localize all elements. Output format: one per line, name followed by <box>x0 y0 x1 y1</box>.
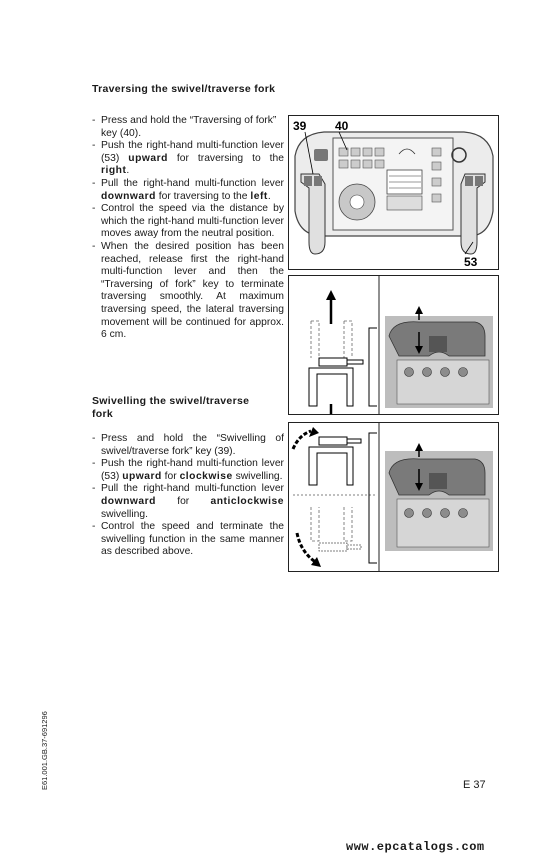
traversing-steps <box>92 115 284 342</box>
figure-swivelling <box>288 422 499 572</box>
control-panel-drawing <box>289 116 498 269</box>
swivelling-steps <box>92 433 284 559</box>
section-title-swivelling: Swivelling the swivel/traverse fork <box>92 395 250 420</box>
list-item: - Push the right-hand multi-function lever (53) upward for traversing to the right. <box>92 140 284 178</box>
list-item: - Pull the right-hand multi-function lever downward for traversing to the left. <box>92 178 284 203</box>
label-53: 53 <box>464 255 478 269</box>
label-39: 39 <box>293 119 307 133</box>
swivelling-drawing <box>289 423 498 571</box>
list-item: - Control the speed and terminate the swivelling function in the same manner as described above. <box>92 521 284 559</box>
figure-traversing <box>288 275 499 415</box>
page-number: E 37 <box>463 779 486 791</box>
watermark: www.epcatalogs.com <box>346 840 485 854</box>
lever-photo-swivel <box>385 443 493 551</box>
traversing-drawing <box>289 276 498 414</box>
list-item: - Pull the right-hand multi-function lever downward for anticlockwise swivelling. <box>92 483 284 521</box>
figure-control-panel <box>288 115 499 270</box>
lever-photo <box>385 306 493 408</box>
section-title-traversing: Traversing the swivel/traverse fork <box>92 83 276 95</box>
horn-button <box>314 149 328 161</box>
list-item: - Push the right-hand multi-function lever (53) upward for clockwise swivelling. <box>92 458 284 483</box>
list-item: - Press and hold the “Swivelling of swivel/traverse fork” key (39). <box>92 433 284 458</box>
list-item: - Control the speed via the distance by which the right-hand multi-function lever moves away from the neutral position. <box>92 203 284 241</box>
fork-diagram <box>309 290 363 414</box>
label-40: 40 <box>335 119 349 133</box>
list-item: - Press and hold the “Traversing of fork” key (40). <box>92 115 284 140</box>
document-code: E61.001.GB.37-691296 <box>40 711 49 790</box>
fork-diagram-swivel <box>293 427 361 567</box>
list-item: - When the desired position has been reached, release first the right-hand multi-function lever and then the “Traversing of fork” key to terminate traversing smoothly. At maximum traversing speed, the lateral traversing movement will be continued for approx. 6 cm. <box>92 241 284 342</box>
